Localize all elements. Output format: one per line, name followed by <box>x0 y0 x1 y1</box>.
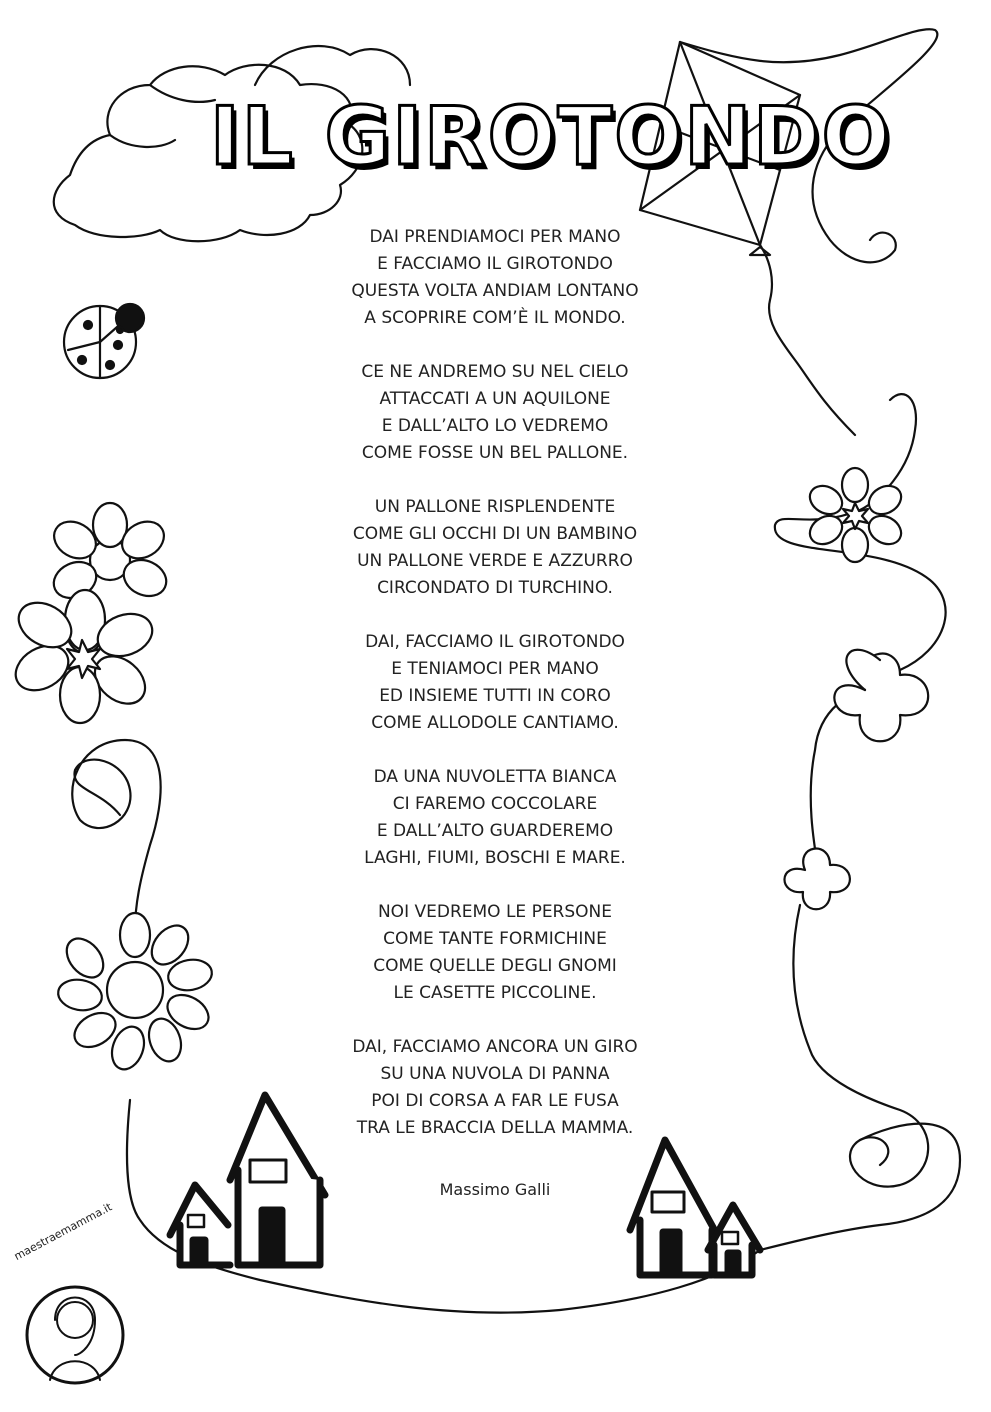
poem-line: DAI, FACCIAMO IL GIROTONDO <box>365 632 625 652</box>
poem-line: UN PALLONE RISPLENDENTE <box>374 497 616 517</box>
poem-line: SU UNA NUVOLA DI PANNA <box>380 1064 610 1084</box>
author-name: Massimo Galli <box>439 1180 551 1199</box>
poem-line: A SCOPRIRE COM’È IL MONDO. <box>364 308 626 328</box>
poem-line: COME GLI OCCHI DI UN BAMBINO <box>352 524 638 544</box>
poem-line: COME ALLODOLE CANTIAMO. <box>371 713 619 733</box>
poem-line: DA UNA NUVOLETTA BIANCA <box>373 767 617 787</box>
poem-line: POI DI CORSA A FAR LE FUSA <box>371 1091 619 1111</box>
poem-body <box>295 224 695 1169</box>
poem-line: E FACCIAMO IL GIROTONDO <box>377 254 613 274</box>
stanza <box>295 494 695 602</box>
clover-illustration <box>784 650 928 909</box>
stanza <box>295 764 695 872</box>
poem-line: DAI PRENDIAMOCI PER MANO <box>369 227 621 247</box>
poem-line: E DALL’ALTO LO VEDREMO <box>381 416 609 436</box>
maestraemamma-logo <box>27 1287 123 1383</box>
poem-line: CIRCONDATO DI TURCHINO. <box>377 578 613 598</box>
poem-line: ED INSIEME TUTTI IN CORO <box>379 686 611 706</box>
poem-line: NOI VEDREMO LE PERSONE <box>377 902 613 922</box>
poem-line: COME FOSSE UN BEL PALLONE. <box>361 443 629 463</box>
ladybug-illustration <box>64 304 144 378</box>
flower-illustration <box>56 913 215 1074</box>
poem-line: COME TANTE FORMICHINE <box>383 929 607 949</box>
poem-title: IL GIROTONDO <box>210 90 892 183</box>
poem-line: QUESTA VOLTA ANDIAM LONTANO <box>351 281 639 301</box>
poem-line: COME QUELLE DEGLI GNOMI <box>373 956 617 976</box>
poem-line: CI FAREMO COCCOLARE <box>392 794 598 814</box>
poem-line: ATTACCATI A UN AQUILONE <box>379 389 611 409</box>
poem-line: TRA LE BRACCIA DELLA MAMMA. <box>356 1118 634 1138</box>
stanza <box>295 629 695 737</box>
logo-text: maestraemamma.it <box>11 1200 115 1263</box>
poem-line: DAI, FACCIAMO ANCORA UN GIRO <box>352 1037 638 1057</box>
stanza <box>295 224 695 332</box>
poem-line: LE CASETTE PICCOLINE. <box>393 983 597 1003</box>
stanza <box>295 899 695 1007</box>
poem-line: UN PALLONE VERDE E AZZURRO <box>357 551 633 571</box>
poem-line: E DALL’ALTO GUARDEREMO <box>376 821 614 841</box>
stanza <box>295 1034 695 1142</box>
poem-line: E TENIAMOCI PER MANO <box>391 659 599 679</box>
flower-illustration <box>8 503 172 723</box>
poem-line: CE NE ANDREMO SU NEL CIELO <box>361 362 629 382</box>
stanza <box>295 359 695 467</box>
poem-line: LAGHI, FIUMI, BOSCHI E MARE. <box>364 848 626 868</box>
